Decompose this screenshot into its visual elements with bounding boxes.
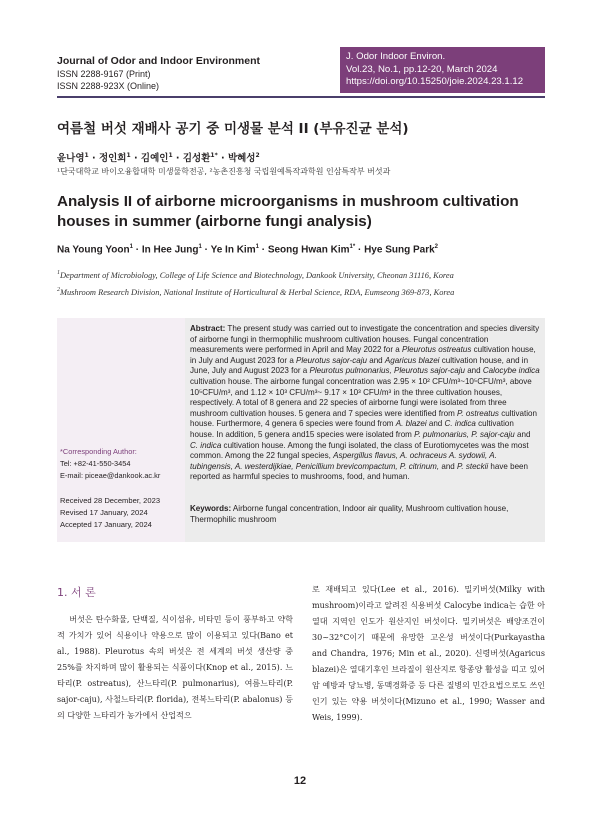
keywords: Keywords: Airborne fungal concentration, Indoor air quality, Mushroom cultivation house, Thermophilic mushroom: [190, 504, 509, 524]
corresponding-head: *Corresponding Author:: [60, 447, 137, 456]
journal-name: Journal of Odor and Indoor Environment: [57, 55, 261, 67]
author-en: In Hee Jung: [141, 244, 199, 256]
corresponding-tel: Tel: +82-41-550-3454: [60, 459, 131, 468]
header-divider: [57, 96, 545, 98]
author-en: Hye Sung Park: [364, 244, 435, 256]
section-title-introduction: 1. 서 론: [57, 586, 96, 599]
korean-authors: 윤나영$^1$ · 정인희$^1$ · 김예인$^1$ · 김성환$^{1*}$ · 박혜성$^2$: [57, 151, 260, 164]
body-column-right: 로 재배되고 있다(Lee et al., 2016). 밀키버섯(Milky with mushroom)이라고 알려진 식용버섯 Calocybe indica는 습한 아열대 지역인 인도가 원산지인 버섯이다. 밀키버섯은 배양조건이 30~32°C이기 때문에 유망한 고온성 버섯이다(Purkayastha and Chandra, 1976; Min et al., 2020). 신령버섯(Agaricus blazei)은 열대기후인 브라질이 원산지로 항종양 활성을 띠고 있어 암 예방과 당뇨병, 동맥경화증 등 다른 질병의 민간요법으로도 쓰인 인기 있는 약용 버섯이다(Mizuno et al., 1990; Wasser and Weis, 1999).: [312, 585, 545, 722]
page-number: 12: [293, 775, 307, 787]
citation-journal: J. Odor Indoor Environ.: [346, 51, 446, 62]
accepted-date: Accepted 17 January, 2024: [60, 520, 152, 529]
affiliation-2: Mushroom Research Division, National Institute of Horticultural & Herbal Science, RDA, Eumseong 369-873, Korea: [60, 288, 455, 298]
abstract-text: Abstract: The present study was carried out to investigate the concentration and species diversity of airborne fungi in thermophilic mushroom cultivation houses. Fungal concentration measurements were performed in April and May 2022 for a Pleurotus ostreatus cultivation house, in July and August 2023 for a Pleurotus sajor-caju and Agaricus blazei cultivation house, and in June, July and August 2023 for a Pleurotus pulmonarius, Pleurotus sajor-caju and Calocybe indica cultivation house. The airborne fungal concentration was 2.95 × 10² CFU/m³~10⁵CFU/m³, above 10⁵CFU/m³, and 1.12 × 10³ CFU/m³~ 9.17 × 10³ CFU/m³ in the three cultivation houses, respectively. A total of 8 genera and 22 species of airborne fungi were isolated from three mushroom cultivation houses. 5 genera and 7 species were identified from P. ostreatus cultivation house. Furthermore, 4 genera 6 species were found from A. blazei and C. indica cultivation house. In addition, 5 genera and15 species were isolated from P. pulmonarius, P. sajor-caju and C. indica cultivation house. Among the fungi isolated, the class of Eurotiomycetes was the most common. Among the 22 fungal species, Aspergillus flavus, A. ochraceus A. sydowii, A. tubingensis, A. westerdijkiae, Penicillium brevicompactum, P. citrinum, and P. steckii have been reported as harmful species to mushrooms, food, and human.: [190, 324, 540, 482]
revised-date: Revised 17 January, 2024: [60, 508, 148, 517]
issn-print: ISSN 2288-9167 (Print): [57, 68, 151, 79]
corresponding-author: [60, 446, 185, 482]
korean-title: 여름철 버섯 재배사 공기 중 미생물 분석 II (부유진균 분석): [57, 121, 409, 137]
author-ko: 김성환: [182, 153, 211, 164]
journal-header-left: [57, 55, 325, 93]
english-title: Analysis II of airborne microorganisms in mushroom cultivation houses in summer (airborne fungi analysis): [57, 193, 519, 230]
english-authors: Na Young Yoon$^1$ · In Hee Jung$^1$ · Ye In Kim$^1$ · Seong Hwan Kim$^{1*}$ · Hye Sung Park$^2$: [57, 244, 439, 256]
corresponding-email[interactable]: E-mail: piceae@dankook.ac.kr: [60, 471, 161, 480]
author-ko: 정인희: [98, 153, 127, 164]
citation-volume: Vol.23, No.1, pp.12-20, March 2024: [346, 63, 498, 75]
doi-link[interactable]: https://doi.org/10.15250/joie.2024.23.1.12: [346, 76, 524, 88]
author-ko: 김예인: [140, 153, 169, 164]
received-date: Received 28 December, 2023: [60, 496, 161, 505]
body-column-left: 버섯은 탄수화물, 단백질, 식이섬유, 비타민 등이 풍부하고 약학적 가치가 있어 식용이나 약용으로 많이 이용되고 있다(Bano et al., 1988). Pleurotus 속의 버섯은 전 세계의 버섯 생산량 중 25%를 차지하며 많이 활용되는 식품이다(Knop et al., 2015). 느타리(P. ostreatus), 산느타리(P. pulmonarius), 여름느타리(P. sajor-caju), 사철느타리(P. florida), 전복느타리(P. abalonus) 등의 다양한 느타리가 농가에서 산업적으: [57, 615, 293, 720]
author-en: Ye In Kim: [210, 244, 256, 256]
author-ko: 윤나영: [57, 153, 85, 164]
issn-online: ISSN 2288-923X (Online): [57, 81, 160, 91]
article-dates: [60, 495, 185, 531]
author-ko: 박혜성: [227, 153, 256, 164]
author-en: Na Young Yoon: [57, 244, 130, 256]
affiliation-1: Department of Microbiology, College of Life Science and Biotechnology, Dankook University, Cheonan 31116, Korea: [60, 270, 454, 280]
author-en: Seong Hwan Kim: [267, 244, 350, 256]
korean-affiliation: ¹단국대학교 바이오융합대학 미생물학전공, ²농촌진흥청 국립원예특작과학원 인삼특작부 버섯과: [57, 167, 391, 176]
english-affiliations: $^1$Department of Microbiology, College of Life Science and Biotechnology, Dankook University, Cheonan 31116, Korea $^2$Mushroom Research Division, National Institute of Horticultural & Herbal Science, RDA, Eumseong 369-873, Korea: [57, 270, 455, 298]
citation-box: [340, 47, 545, 93]
